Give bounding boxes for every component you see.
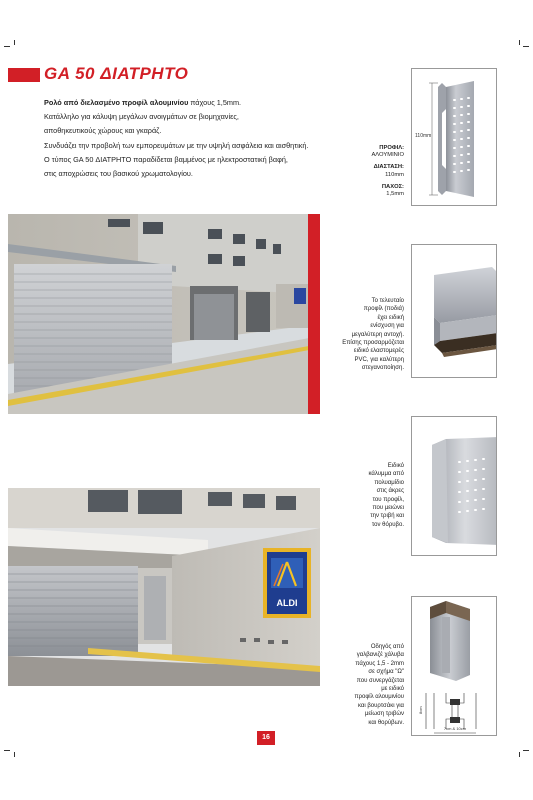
guide-width-label: 7cm & 10cm — [443, 726, 467, 731]
spec-thickness-value: 1,5mm — [386, 191, 404, 198]
bottom-profile-caption-line: μεγαλύτερη αντοχή. — [351, 331, 404, 338]
guide-caption-line: και θορύβων. — [368, 719, 404, 726]
intro-line-5: Ο τύπος GA 50 ΔΙΑΤΡΗΤΟ παραδίδεται βαμμένος με ηλεκτροστατική βαφή, — [44, 154, 288, 164]
aldi-logo-text: ALDI — [276, 598, 298, 608]
aldi-garage-photo — [8, 488, 320, 686]
guide-caption-line: Οδηγός από — [370, 644, 404, 650]
guide-caption-line: που συνεργάζεται — [356, 677, 404, 684]
guide-caption-line: σε σχήμα "Ω" — [368, 669, 404, 676]
guide-height-label: 8cm — [418, 706, 423, 714]
crop-mark — [14, 752, 15, 757]
end-cap-caption-line: Ειδικό — [387, 463, 404, 469]
crop-mark — [523, 750, 529, 751]
bottom-profile-caption-line: προφίλ (ποδιά) — [363, 306, 404, 313]
end-cap-caption-line: που μειώνει — [372, 505, 404, 512]
crop-mark — [14, 40, 15, 45]
spec-thickness-label: ΠΑΧΟΣ: — [381, 183, 404, 190]
guide-caption-line: μείωση τριβών — [364, 711, 404, 718]
intro-line-1-bold: Ρολό από διελασμένο προφίλ αλουμινίου — [44, 98, 189, 107]
crop-mark — [4, 46, 10, 47]
end-cap-caption-line: πολυαμίδιο — [374, 479, 404, 486]
bottom-profile-caption-line: Το τελευταίο — [371, 298, 404, 304]
intro-paragraph — [44, 96, 344, 181]
bottom-profile-caption-line: Επίσης προσαρμόζεται — [342, 340, 404, 347]
end-cap-caption-line: του προφίλ, — [372, 496, 404, 503]
intro-line-6: στις αποχρώσεις του βασικού χρωματολογίου. — [44, 169, 193, 179]
intro-line-3: αποθηκευτικούς χώρους και γκαράζ. — [44, 126, 162, 136]
intro-line-1 — [44, 96, 344, 110]
intro-line-4: Συνδυάζει την προβολή των εμπορευμάτων με την υψηλή ασφάλεια και αισθητική. — [44, 140, 309, 150]
crop-mark — [519, 752, 520, 757]
profile-specs — [332, 140, 404, 198]
perforated-profile-drawing — [411, 68, 497, 206]
drawing-dimension-label: 110mm — [415, 133, 432, 139]
end-cap-caption-line: κάλυμμα από — [368, 471, 404, 478]
bottom-profile-caption-line: έχει ειδική — [377, 314, 404, 321]
guide-caption-line: προφίλ αλουμινίου — [354, 694, 404, 701]
guide-caption-line: γαλβανιζέ χάλυβα — [356, 652, 404, 659]
guide-caption-line: και βουρτσάκι για — [357, 702, 404, 709]
bottom-profile-caption-line: PVC, για καλύτερη — [354, 356, 404, 363]
end-cap-caption — [340, 462, 404, 529]
page-title: GA 50 ΔΙΑΤΡΗΤΟ — [44, 64, 189, 83]
bottom-profile-caption-line: στεγανοποίηση. — [361, 365, 404, 372]
end-cap-caption-line: στις άκρες — [376, 488, 404, 495]
end-cap-caption-line: την τριβή και — [370, 513, 404, 520]
guide-rail-caption — [320, 643, 404, 727]
spec-dimension-value: 110mm — [385, 171, 404, 178]
bottom-profile-caption-line: ενίσχυση για — [370, 323, 404, 330]
guide-rail-drawing — [411, 596, 497, 736]
bottom-profile-caption-line: ειδικό ελαστομερές — [353, 348, 404, 355]
title-accent-bar — [8, 68, 40, 82]
crop-mark — [4, 750, 10, 751]
spec-profile-label: ΠΡΟΦΙΛ: — [379, 145, 404, 151]
crop-mark — [523, 46, 529, 47]
spec-profile-value: ΑΛΟΥΜΙΝΙΟ — [371, 152, 404, 159]
page-number: 16 — [257, 731, 275, 745]
guide-caption-line: πάχους 1,5 - 2mm — [355, 660, 404, 667]
end-cap-caption-line: τον θόρυβο. — [371, 521, 404, 528]
intro-line-2: Κατάλληλο για κάλυψη μεγάλων ανοιγμάτων σε βιομηχανίες, — [44, 112, 239, 122]
garage-building-photo — [8, 214, 320, 414]
bottom-profile-caption — [320, 297, 404, 373]
guide-caption-line: με ειδικό — [381, 686, 404, 693]
intro-line-1-rest: πάχους 1,5mm. — [188, 98, 242, 107]
crop-mark — [519, 40, 520, 45]
end-cap-drawing — [411, 416, 497, 556]
bottom-profile-drawing — [411, 244, 497, 378]
spec-dimension-label: ΔΙΑΣΤΑΣΗ: — [373, 164, 404, 171]
